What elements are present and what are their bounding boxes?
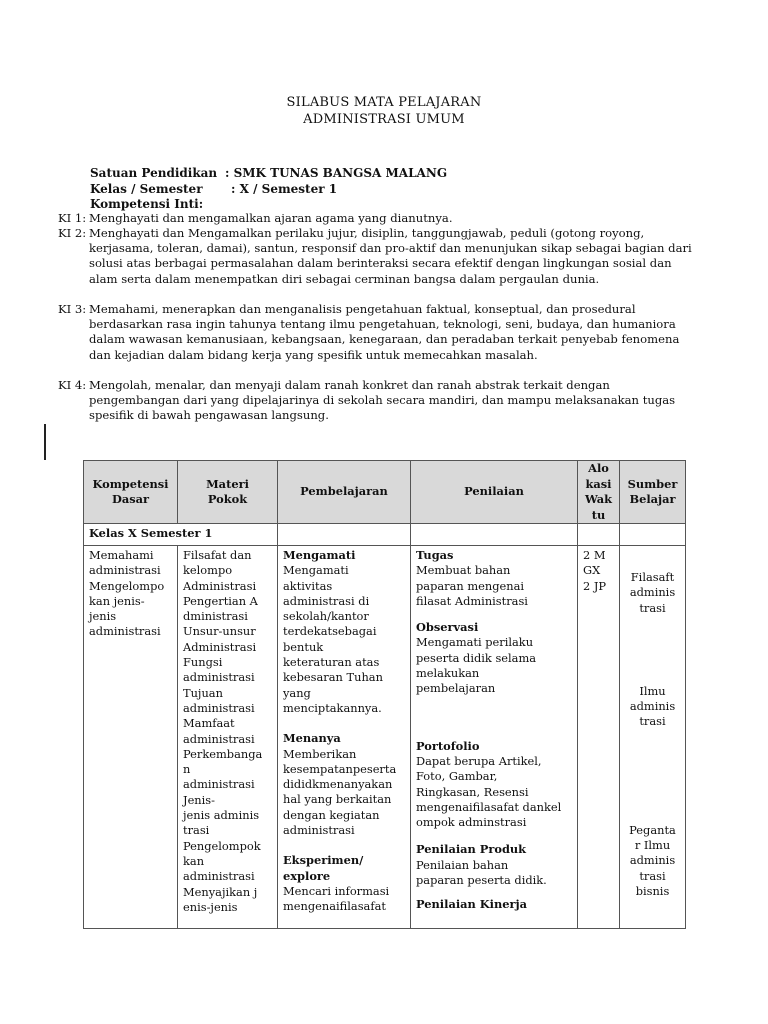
penilaian-produk-text: Penilaian bahan paparan peserta didik. (416, 857, 547, 888)
header-kompetensi-dasar: Kompetensi Dasar (84, 461, 178, 524)
ki-text: Menghayati dan Mengamalkan perilaku jujur, disiplin, tanggungjawab, peduli (gotong royong, kerjasama, toleran, damai), santun, responsif dan pro-aktif dan menunjukan sikap sebagai bagian dari solusi atas berbagai permasalahan dalam berinteraksi secara efektif dengan lingkungan sosial dan alam serta dalam menempatkan diri sebagai cerminan bangsa dalam pergaulan dunia. (89, 226, 692, 286)
empty-cell (578, 524, 620, 546)
pembelajaran-menanya-text: Memberikan kesempatanpeserta dididkmenanyakan hal yang berkaitan dengan kegiatan administrasi (283, 746, 397, 838)
sumber-filsafat-text: Filasaft adminis trasi (629, 570, 676, 615)
pembelajaran-mengamati-heading: Mengamati (283, 548, 356, 562)
penilaian-portofolio-text: Dapat berupa Artikel, Foto, Gambar, Ringkasan, Resensi mengenaifilasafat dankel ompok adminstrasi (416, 753, 562, 830)
sumber-belajar-cell (620, 546, 686, 929)
ki-item-1 (58, 211, 698, 226)
pembelajaran-eksperimen-heading: Eksperimen/ explore (283, 853, 364, 883)
ki-number: KI 4: (58, 378, 87, 392)
empty-cell (620, 524, 686, 546)
header-alokasi-waktu: Alo kasi Wak tu (578, 461, 620, 524)
pembelajaran-mengamati-text: Mengamati aktivitas administrasi di sekolah/kantor terdekatsebagai bentuk keteraturan atas kebesaran Tuhan yang menciptakannya. (283, 563, 383, 715)
kelas-value: : X / Semester 1 (231, 182, 338, 196)
ki-item-2 (58, 226, 698, 287)
satuan-label: Satuan Pendidikan (90, 166, 218, 180)
satuan-value: : SMK TUNAS BANGSA MALANG (225, 166, 448, 180)
header-penilaian: Penilaian (411, 461, 578, 524)
ki-number: KI 1: (58, 211, 87, 225)
empty-cell (278, 524, 411, 546)
ki-item-3 (58, 302, 698, 363)
text-cursor (44, 424, 46, 460)
document-title-line2: ADMINISTRASI UMUM (303, 112, 465, 127)
empty-cell (411, 524, 578, 546)
penilaian-produk-heading: Penilaian Produk (416, 842, 527, 857)
pembelajaran-menanya-heading: Menanya (283, 731, 341, 746)
kelas-label: Kelas / Semester (90, 182, 203, 196)
ki-text: Mengolah, menalar, dan menyaji dalam ranah konkret dan ranah abstrak terkait dengan pengembangan dari yang dipelajarinya di sekolah secara mandiri, dan mampu melaksanakan tugas spesifik di bawah pengawasan langsung. (89, 378, 676, 423)
table-header-row (84, 461, 686, 524)
ki-item-4 (58, 378, 698, 424)
materi-pokok-cell: Filsafat dan kelompo Administrasi Pengertian A dministrasi Unsur-unsur Administrasi Fungsi administrasi Tujuan administrasi Mamfaat administrasi Perkembanga n administrasi Jenis- jenis adminis trasi Pengelompok kan administrasi Menyajikan j enis-jenis (178, 546, 278, 929)
alokasi-waktu-cell: 2 M GX 2 JP (578, 546, 620, 929)
header-pembelajaran: Pembelajaran (278, 461, 411, 524)
penilaian-observasi-heading: Observasi (416, 620, 479, 635)
penilaian-portofolio-heading: Portofolio (416, 738, 480, 753)
kelas-semester-row (84, 524, 686, 546)
silabus-table (83, 460, 686, 929)
header-materi-pokok: Materi Pokok (178, 461, 278, 524)
kelas-semester-label: Kelas X Semester 1 (84, 524, 278, 546)
ki-text: Menghayati dan mengamalkan ajaran agama yang dianutnya. (89, 211, 453, 225)
penilaian-observasi-text: Mengamati perilaku peserta didik selama melakukan pembelajaran (416, 635, 537, 696)
penilaian-tugas-heading: Tugas (416, 548, 454, 562)
sumber-pengantar-text: Peganta r Ilmu adminis trasi bisnis (629, 822, 676, 898)
pembelajaran-cell (278, 546, 411, 929)
sumber-ilmu-text: Ilmu adminis trasi (629, 683, 676, 729)
document-title-line1: SILABUS MATA PELAJARAN (286, 95, 482, 110)
penilaian-tugas-text: Membuat bahan paparan mengenai filasat Administrasi (416, 563, 528, 608)
kompetensi-dasar-cell: Memahami administrasi Mengelompo kan jenis- jenis administrasi (84, 546, 178, 929)
ki-number: KI 3: (58, 302, 87, 316)
penilaian-kinerja-heading: Penilaian Kinerja (416, 897, 528, 912)
pembelajaran-eksperimen-text: Mencari informasi mengenaifilasafat (283, 883, 390, 914)
ki-text: Memahami, menerapkan dan menganalisis pengetahuan faktual, konseptual, dan prosedural berdasarkan rasa ingin tahunya tentang ilmu pengetahuan, teknologi, seni, budaya, dan humaniora dalam wawasan kemanusiaan, kebangsaan, kenegaraan, dan peradaban terkait penyebab fenomena dan kejadian dalam bidang kerja yang spesifik untuk memecahkan masalah. (89, 302, 680, 362)
ki-number: KI 2: (58, 226, 87, 240)
table-row (84, 546, 686, 929)
header-sumber-belajar: Sumber Belajar (620, 461, 686, 524)
penilaian-cell (411, 546, 578, 929)
